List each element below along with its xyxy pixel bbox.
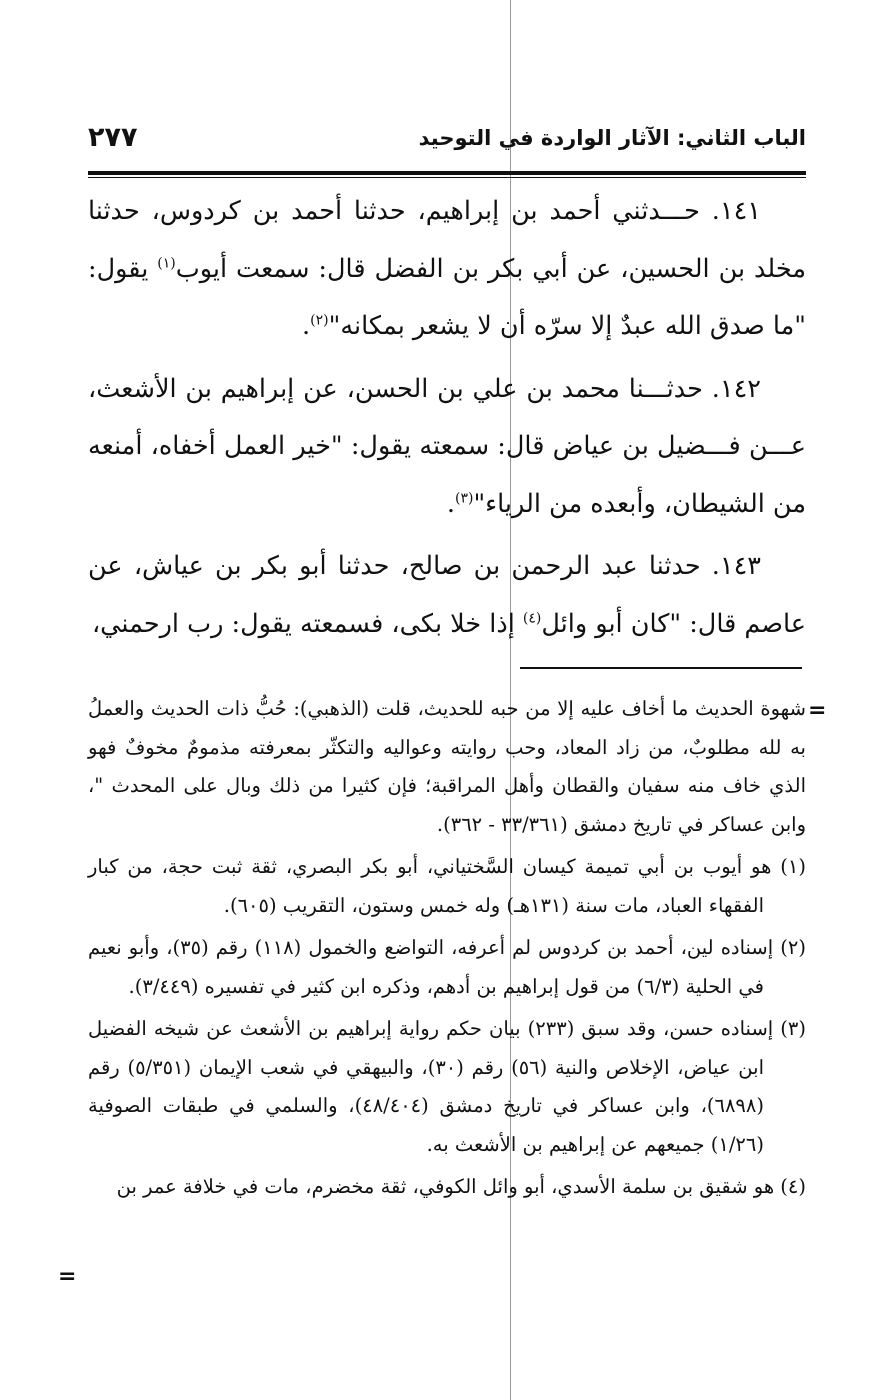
footnote-continuation: شهوة الحديث ما أخاف عليه إلا من حبه للحديث، قلت (الذهبي): حُبُّ ذات الحديث والعملُ به لله مطلوبٌ، من زاد المعاد، وحب روايته وعواليه والتكثّر بمعرفته مذمومٌ مخوفٌ فهو الذي خاف منه سفيان والقطان وأهل المراقبة؛ فإن كثيرا من ذلك وبال على المحدث "، وابن عساكر في تاريخ دمشق (٣٣/٣٦١ - ٣٦٢).: [88, 697, 806, 836]
footnote-ref: (٢): [310, 312, 329, 329]
narration-text: حدثـــنا محمد بن علي بن الحسن، عن إبراهيم بن الأشعث، عـــن فـــضيل بن عياض قال: سمعته يقول: "خير العمل أخفاه، أمنعه من الشيطان، وأبعده من الرياء": [88, 373, 806, 519]
narration-text: إذا خلا بكى، فسمعته يقول: رب ارحمني،: [91, 608, 523, 639]
header-rule-thin: [88, 177, 806, 178]
main-text: [88, 183, 806, 658]
narration-text: .: [446, 488, 455, 519]
header-rule-thick: [88, 171, 806, 175]
narration-text: .: [302, 311, 311, 341]
footnote-2: (٢) إسناده لين، أحمد بن كردوس لم أعرفه، التواضع والخمول (١١٨) رقم (٣٥)، وأبو نعيم في الحلية (٦/٣) من قول إبراهيم بن أدهم، وذكره ابن كثير في تفسيره (٣/٤٤٩).: [88, 936, 806, 998]
footnote-4: (٤) هو شقيق بن سلمة الأسدي، أبو وائل الكوفي، ثقة مخضرم، مات في خلافة عمر بن: [116, 1175, 806, 1198]
footnote-ref: (١): [157, 255, 176, 271]
narration-text: يقول: "ما صدق الله عبدٌ إلا سرّه أن لا يشعر بمكانه": [88, 253, 806, 341]
chapter-title: الباب الثاني: الآثار الواردة في التوحيد: [418, 126, 806, 150]
narration-143: [88, 538, 806, 653]
narration-number: ١٤٣.: [711, 551, 761, 581]
footnotes: [88, 690, 806, 1211]
footnote-ref: (٣): [454, 490, 474, 506]
page-number: ٢٧٧: [88, 122, 138, 153]
narration-142: [88, 361, 806, 534]
narration-141: [88, 183, 806, 356]
footnote-ref: (٤): [522, 610, 542, 626]
narration-text: حـــدثني أحمد بن إبراهيم، حدثنا أحمد بن كردوس، حدثنا مخلد بن الحسين، عن أبي بكر بن الفضل قال: سمعت أيوب: [88, 196, 806, 284]
footnote-separator: [520, 667, 802, 669]
footnote-1: (١) هو أيوب بن أبي تميمة كيسان السَّختياني، أبو بكر البصري، ثقة ثبت حجة، من كبار الفقهاء العباد، مات سنة (١٣١هـ) وله خمس وستون، التقريب (٦٠٥).: [88, 855, 806, 917]
continuation-mark-start: =: [808, 698, 827, 723]
page-header: [88, 120, 806, 164]
continuation-mark-end: =: [58, 1264, 77, 1289]
narration-text: حدثنا عبد الرحمن بن صالح، حدثنا أبو بكر بن عياش، عن عاصم قال: "كان أبو وائل: [88, 551, 806, 639]
footnote-3: (٣) إسناده حسن، وقد سبق (٢٣٣) بيان حكم رواية إبراهيم بن الأشعث عن شيخه الفضيل ابن عياض، الإخلاص والنية (٥٦) رقم (٣٠)، والبيهقي في شعب الإيمان (٥/٣٥١) رقم (٦٨٩٨)، وابن عساكر في تاريخ دمشق (٤٨/٤٠٤)، والسلمي في طبقات الصوفية (١/٢٦) جميعهم عن إبراهيم بن الأشعث به.: [88, 1017, 806, 1156]
narration-number: ١٤٢.: [711, 373, 761, 404]
narration-number: ١٤١.: [711, 196, 761, 226]
